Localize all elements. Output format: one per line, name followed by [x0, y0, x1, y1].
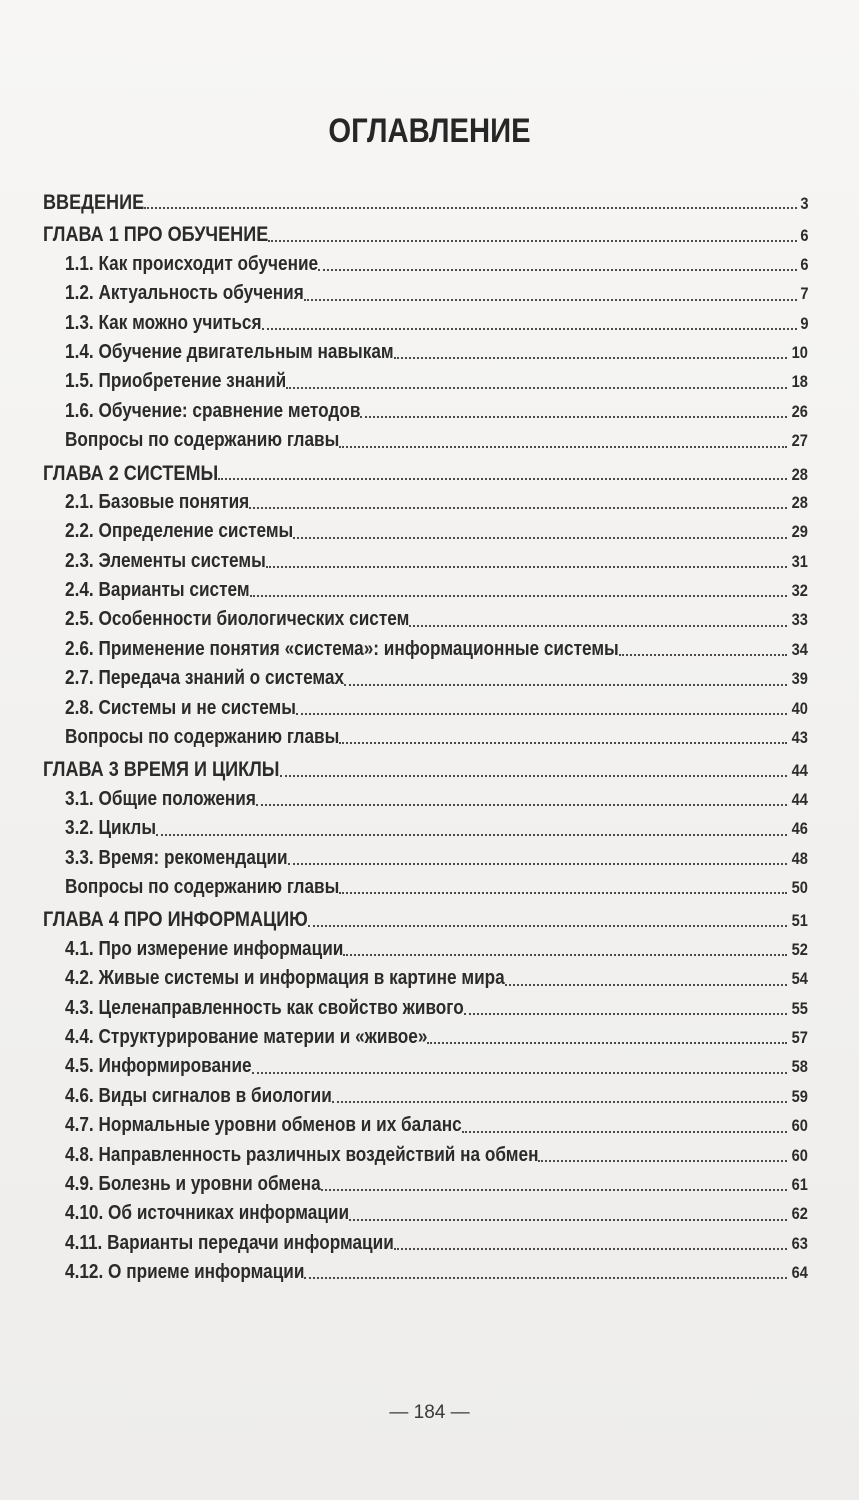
toc-section-entry	[43, 964, 808, 993]
toc-entry-label: 1.5. Приобретение знаний	[65, 370, 287, 393]
toc-entry-title	[65, 964, 505, 993]
dot-leader	[304, 299, 797, 301]
dot-leader	[409, 625, 787, 627]
toc-entry-title	[65, 1258, 304, 1287]
dot-leader	[144, 207, 796, 209]
toc-entry-title	[43, 755, 280, 784]
toc-page-number: 54	[791, 969, 808, 989]
toc-page-number: 46	[791, 819, 808, 839]
toc-page-number: 28	[791, 464, 808, 484]
toc-page-number: 44	[791, 761, 808, 781]
toc-section-entry	[43, 1141, 808, 1170]
toc-chapter-entry	[43, 905, 808, 934]
toc-entry-label: 4.5. Информирование	[65, 1055, 252, 1078]
toc-section-entry	[43, 397, 808, 426]
toc-entry-label: 4.10. Об источниках информации	[65, 1202, 350, 1225]
toc-entry-label: ГЛАВА 1 ПРО ОБУЧЕНИЕ	[43, 223, 269, 247]
toc-entry-label: 2.6. Применение понятия «система»: информационные системы	[65, 637, 619, 660]
toc-entry-title	[65, 785, 256, 814]
toc-page-number: 64	[791, 1263, 808, 1283]
dot-leader	[262, 328, 797, 330]
toc-page-number: 7	[799, 284, 808, 304]
dot-leader	[156, 834, 787, 836]
toc-section-entry	[43, 723, 808, 752]
toc-entry-label: 1.6. Обучение: сравнение методов	[65, 399, 361, 422]
toc-section-entry	[43, 367, 808, 396]
toc-entry-label: Вопросы по содержанию главы	[65, 726, 340, 749]
toc-entry-label: 2.7. Передача знаний о системах	[65, 667, 345, 690]
toc-entry-title	[65, 844, 288, 873]
toc-page-number: 28	[791, 492, 808, 512]
toc-section-entry	[43, 605, 808, 634]
toc-entry-title	[65, 664, 344, 693]
toc-entry-label: ГЛАВА 2 СИСТЕМЫ	[43, 461, 219, 485]
toc-entry-label: 4.9. Болезнь и уровни обмена	[65, 1172, 321, 1195]
toc-entry-label: 1.3. Как можно учиться	[65, 311, 262, 334]
toc-entry-title	[65, 873, 339, 902]
toc-page-number: 40	[791, 698, 808, 718]
toc-entry-title	[65, 397, 360, 426]
toc-entry-title	[65, 994, 464, 1023]
toc-chapter-entry	[43, 459, 808, 488]
dot-leader	[349, 1219, 787, 1221]
toc-entry-title	[65, 694, 296, 723]
toc-page-number: 50	[791, 877, 808, 897]
toc-section-entry	[43, 517, 808, 546]
toc-entry-label: 2.8. Системы и не системы	[65, 696, 296, 719]
toc-page-number: 60	[791, 1116, 808, 1136]
toc-entry-title	[65, 367, 286, 396]
toc-entry-label: 4.12. О приеме информации	[65, 1261, 305, 1284]
toc-entry-label: 4.6. Виды сигналов в биологии	[65, 1084, 332, 1107]
toc-section-entry	[43, 426, 808, 455]
toc-page-number: 31	[791, 551, 808, 571]
dot-leader	[268, 240, 796, 242]
dot-leader	[256, 804, 787, 806]
toc-entry-title	[65, 488, 249, 517]
toc-page-number: 59	[791, 1086, 808, 1106]
dot-leader	[249, 507, 787, 509]
toc-entry-title	[65, 605, 409, 634]
toc-entry-title	[65, 576, 250, 605]
dot-leader	[321, 1189, 787, 1191]
page-number: — 184 —	[389, 1402, 470, 1423]
toc-entry-title	[65, 1023, 427, 1052]
toc-entry-label: 3.2. Циклы	[65, 817, 157, 840]
toc-page-number: 39	[791, 669, 808, 689]
toc-entry-label: ГЛАВА 4 ПРО ИНФОРМАЦИЮ	[43, 908, 308, 932]
toc-entry-label: 3.1. Общие положения	[65, 787, 256, 810]
toc-entry-title	[65, 279, 304, 308]
dot-leader	[339, 892, 787, 894]
dot-leader	[427, 1042, 787, 1044]
toc-entry-title	[65, 1082, 332, 1111]
toc-section-entry	[43, 1023, 808, 1052]
toc-section-entry	[43, 576, 808, 605]
page-title: ОГЛАВЛЕНИЕ	[328, 112, 531, 150]
toc-section-entry	[43, 635, 808, 664]
toc-page-number: 52	[791, 939, 808, 959]
toc-entry-title	[65, 1111, 462, 1140]
toc-entry-label: 1.2. Актуальность обучения	[65, 282, 304, 305]
dot-leader	[394, 357, 787, 359]
toc-entry-title	[65, 338, 394, 367]
dot-leader	[464, 1013, 787, 1015]
toc-section-entry	[43, 1052, 808, 1081]
toc-section-entry	[43, 279, 808, 308]
toc-entry-label: 4.1. Про измерение информации	[65, 937, 344, 960]
toc-entry-label: Вопросы по содержанию главы	[65, 875, 340, 898]
table-of-contents	[43, 188, 808, 1287]
dot-leader	[266, 566, 787, 568]
toc-section-entry	[43, 1199, 808, 1228]
toc-page-number: 57	[791, 1027, 808, 1047]
toc-entry-label: 4.11. Варианты передачи информации	[65, 1231, 394, 1254]
toc-section-entry	[43, 250, 808, 279]
dot-leader	[343, 954, 787, 956]
toc-page-number: 34	[791, 639, 808, 659]
toc-section-entry	[43, 1229, 808, 1258]
toc-section-entry	[43, 309, 808, 338]
toc-section-entry	[43, 935, 808, 964]
dot-leader	[304, 1277, 787, 1279]
toc-chapter-entry	[43, 188, 808, 217]
toc-entry-title	[65, 1141, 538, 1170]
toc-entry-title	[65, 1052, 252, 1081]
toc-page-number: 58	[791, 1057, 808, 1077]
dot-leader	[296, 713, 787, 715]
toc-entry-title	[65, 1170, 321, 1199]
toc-entry-title	[65, 547, 266, 576]
toc-entry-label: 4.4. Структурирование материи и «живое»	[65, 1025, 428, 1048]
toc-entry-label: 1.1. Как происходит обучение	[65, 252, 319, 275]
toc-entry-title	[65, 517, 293, 546]
dot-leader	[332, 1101, 787, 1103]
dot-leader	[250, 595, 788, 597]
toc-page-number: 10	[791, 342, 808, 362]
toc-entry-title	[65, 635, 619, 664]
dot-leader	[538, 1160, 787, 1162]
dot-leader	[252, 1072, 788, 1074]
toc-section-entry	[43, 547, 808, 576]
toc-page-number: 32	[791, 581, 808, 601]
toc-chapter-entry	[43, 220, 808, 249]
toc-entry-label: 2.1. Базовые понятия	[65, 490, 250, 513]
dot-leader	[318, 269, 796, 271]
toc-entry-label: 4.3. Целенаправленность как свойство живого	[65, 996, 464, 1019]
toc-page-number: 60	[791, 1145, 808, 1165]
toc-entry-label: Вопросы по содержанию главы	[65, 429, 340, 452]
toc-entry-title	[65, 1229, 394, 1258]
dot-leader	[286, 387, 787, 389]
toc-section-entry	[43, 338, 808, 367]
toc-entry-title	[65, 814, 156, 843]
dot-leader	[619, 654, 787, 656]
toc-entry-label: 2.4. Варианты систем	[65, 579, 250, 602]
toc-section-entry	[43, 1082, 808, 1111]
toc-page-number: 27	[791, 431, 808, 451]
toc-page-number: 55	[791, 998, 808, 1018]
toc-page-number: 48	[791, 848, 808, 868]
toc-section-entry	[43, 1258, 808, 1287]
dot-leader	[360, 416, 787, 418]
dot-leader	[288, 863, 787, 865]
toc-entry-label: ГЛАВА 3 ВРЕМЯ И ЦИКЛЫ	[43, 758, 280, 782]
toc-entry-label: 4.8. Направленность различных воздействий на обмен	[65, 1143, 539, 1166]
toc-entry-label: 4.7. Нормальные уровни обменов и их баланс	[65, 1114, 462, 1137]
toc-section-entry	[43, 664, 808, 693]
toc-section-entry	[43, 994, 808, 1023]
toc-section-entry	[43, 844, 808, 873]
toc-page-number: 6	[799, 226, 808, 246]
toc-entry-label: 2.5. Особенности биологических систем	[65, 608, 410, 631]
toc-entry-title	[65, 250, 318, 279]
toc-section-entry	[43, 873, 808, 902]
toc-chapter-entry	[43, 755, 808, 784]
toc-page-number: 43	[791, 728, 808, 748]
toc-section-entry	[43, 814, 808, 843]
toc-section-entry	[43, 1111, 808, 1140]
toc-section-entry	[43, 785, 808, 814]
toc-page-number: 29	[791, 522, 808, 542]
dot-leader	[505, 984, 787, 986]
toc-page-number: 63	[791, 1233, 808, 1253]
dot-leader	[293, 537, 787, 539]
toc-section-entry	[43, 1170, 808, 1199]
toc-page-number: 33	[791, 610, 808, 630]
toc-section-entry	[43, 694, 808, 723]
dot-leader	[339, 446, 787, 448]
toc-entry-title	[65, 723, 339, 752]
toc-entry-title	[43, 188, 144, 217]
dot-leader	[339, 742, 787, 744]
toc-entry-title	[65, 309, 262, 338]
toc-entry-label: 3.3. Время: рекомендации	[65, 846, 288, 869]
dot-leader	[308, 925, 787, 927]
toc-entry-title	[65, 1199, 349, 1228]
toc-page-number: 51	[791, 911, 808, 931]
toc-section-entry	[43, 488, 808, 517]
toc-page-number: 3	[799, 194, 808, 213]
toc-entry-label: ВВЕДЕНИЕ	[43, 191, 145, 214]
dot-leader	[462, 1131, 787, 1133]
dot-leader	[280, 775, 788, 777]
dot-leader	[344, 684, 787, 686]
toc-page-number: 26	[791, 401, 808, 421]
dot-leader	[394, 1248, 787, 1250]
toc-entry-title	[43, 459, 218, 488]
toc-page-number: 44	[791, 789, 808, 809]
toc-entry-title	[65, 935, 343, 964]
toc-page-number: 61	[791, 1174, 808, 1194]
toc-entry-label: 4.2. Живые системы и информация в картине мира	[65, 967, 505, 990]
toc-entry-title	[43, 220, 268, 249]
toc-entry-label: 1.4. Обучение двигательным навыкам	[65, 340, 394, 363]
toc-page-number: 6	[799, 254, 808, 274]
toc-page-number: 62	[791, 1204, 808, 1224]
dot-leader	[218, 478, 787, 480]
toc-page-number: 9	[799, 313, 808, 333]
toc-entry-title	[65, 426, 339, 455]
toc-page-number: 18	[791, 372, 808, 392]
toc-entry-title	[43, 905, 308, 934]
toc-entry-label: 2.3. Элементы системы	[65, 549, 266, 572]
toc-entry-label: 2.2. Определение системы	[65, 520, 294, 543]
